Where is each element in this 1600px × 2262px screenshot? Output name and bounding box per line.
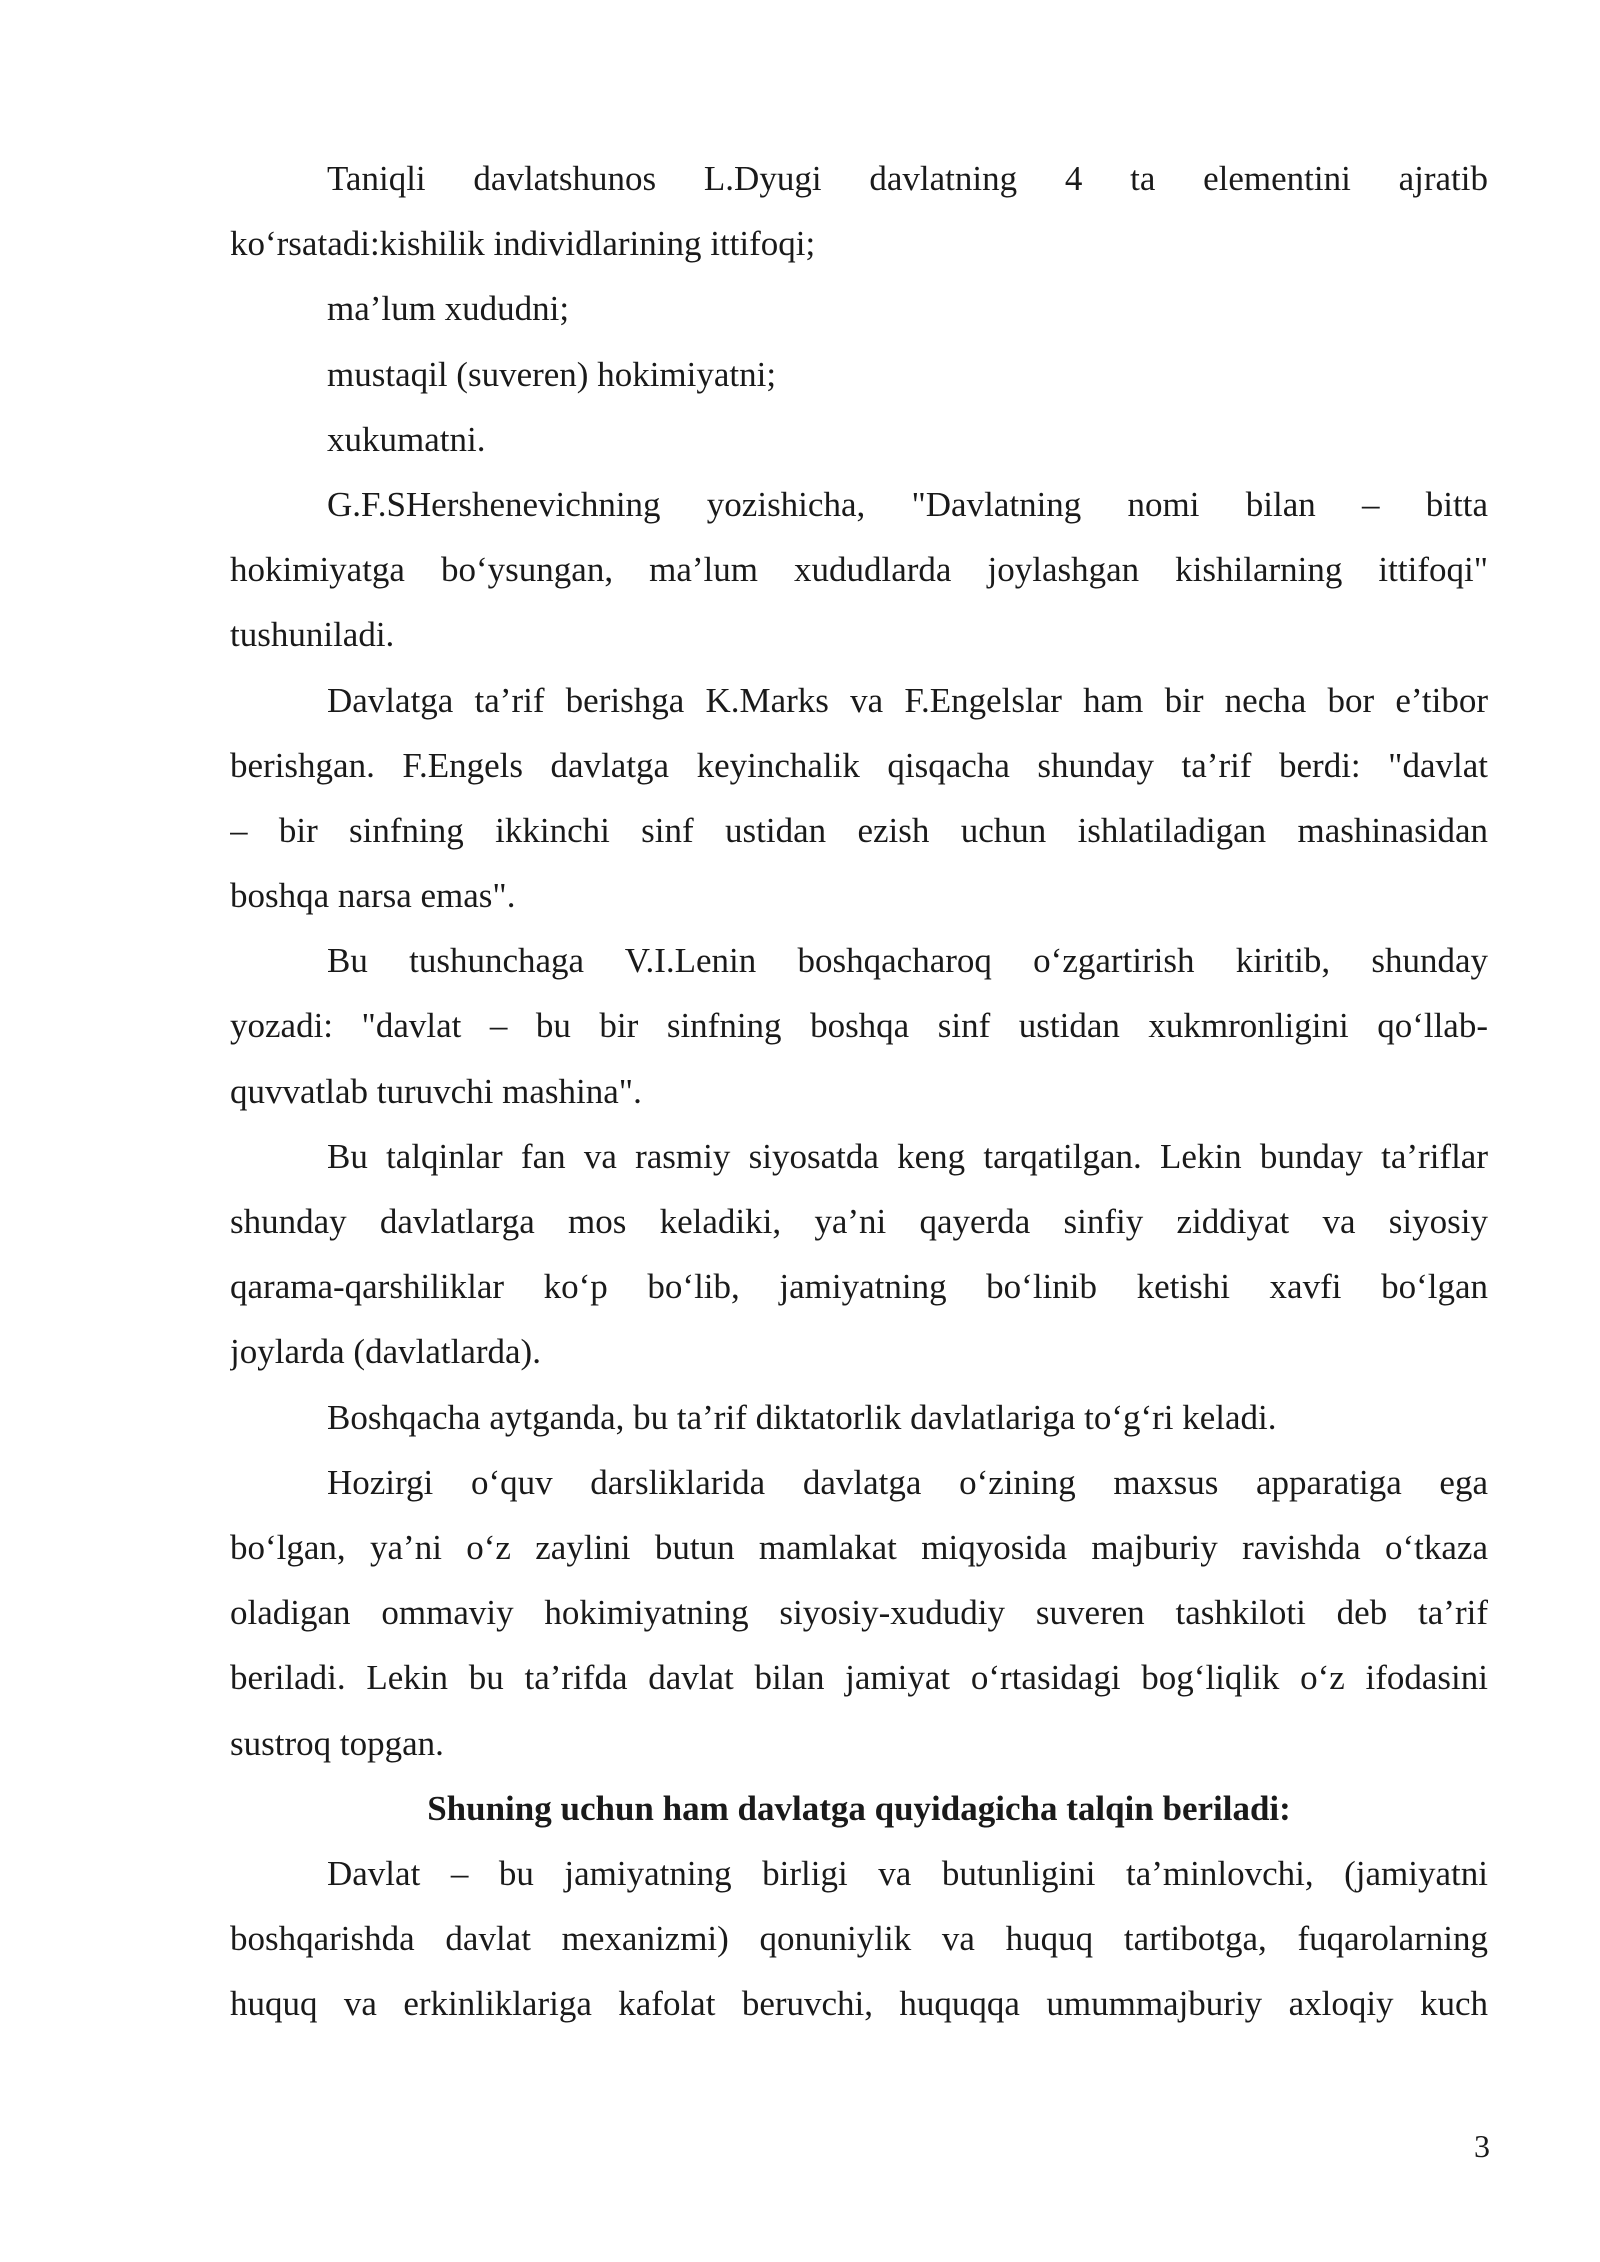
text-line: berishgan. F.Engels davlatga keyinchalik qisqacha shunday ta’rif berdi: "davlat: [230, 745, 1488, 785]
text-line: shunday davlatlarga mos keladiki, ya’ni qayerda sinfiy ziddiyat va siyosiy: [230, 1202, 1488, 1241]
text-line: hokimiyatga boʻysungan, ma’lum xududlarda joylashgan kishilarning ittifoqi": [230, 550, 1488, 590]
text-line: sustroq topgan.: [230, 1723, 444, 1763]
text-line: qarama-qarshiliklar koʻp boʻlib, jamiyatning boʻlinib ketishi xavfi boʻlgan: [230, 1267, 1488, 1307]
document-body: [230, 146, 1488, 2036]
page-number: 3: [1474, 2128, 1490, 2164]
text-line: xukumatni.: [327, 419, 486, 459]
text-line: Taniqli davlatshunos L.Dyugi davlatning 4 ta elementini ajratib: [327, 159, 1488, 198]
text-line: G.F.SHershenevichning yozishicha, "Davlatning nomi bilan – bitta: [327, 484, 1488, 524]
text-line: Shuning uchun ham davlatga quyidagicha talqin beriladi:: [427, 1788, 1291, 1828]
text-line: boshqarishda davlat mexanizmi) qonuniylik va huquq tartibotga, fuqarolarning: [230, 1919, 1488, 1959]
text-line: quvvatlab turuvchi mashina".: [230, 1071, 642, 1111]
text-line: boʻlgan, ya’ni oʻz zaylini butun mamlakat miqyosida majburiy ravishda oʻtkaza: [230, 1527, 1488, 1567]
text-line: Bu talqinlar fan va rasmiy siyosatda keng tarqatilgan. Lekin bunday ta’riflar: [327, 1136, 1488, 1176]
text-line: Boshqacha aytganda, bu ta’rif diktatorlik davlatlariga toʻgʻri keladi.: [327, 1397, 1277, 1437]
text-line: beriladi. Lekin bu ta’rifda davlat bilan jamiyat oʻrtasidagi bogʻliqlik oʻz ifodasini: [230, 1658, 1488, 1698]
text-line: Davlatga ta’rif berishga K.Marks va F.Engelslar ham bir necha bor e’tibor: [327, 680, 1488, 720]
text-line: boshqa narsa emas".: [230, 876, 516, 916]
document-page: [230, 146, 1488, 2036]
text-line: oladigan ommaviy hokimiyatning siyosiy-xududiy suveren tashkiloti deb ta’rif: [230, 1593, 1488, 1633]
text-line: tushuniladi.: [230, 615, 395, 655]
text-line: huquq va erkinliklariga kafolat beruvchi, huquqqa umummajburiy axloqiy kuch: [230, 1984, 1488, 2024]
text-line: ma’lum xududni;: [327, 289, 570, 329]
text-line: – bir sinfning ikkinchi sinf ustidan ezish uchun ishlatiladigan mashinasidan: [230, 810, 1488, 850]
text-line: yozadi: "davlat – bu bir sinfning boshqa sinf ustidan xukmronligini qoʻllab-: [230, 1006, 1488, 1046]
text-line: Bu tushunchaga V.I.Lenin boshqacharoq oʻzgartirish kiritib, shunday: [327, 941, 1488, 981]
text-line: Hozirgi oʻquv darsliklarida davlatga oʻzining maxsus apparatiga ega: [327, 1462, 1488, 1502]
text-line: Davlat – bu jamiyatning birligi va butunligini ta’minlovchi, (jamiyatni: [327, 1853, 1488, 1893]
text-line: mustaqil (suveren) hokimiyatni;: [327, 354, 777, 394]
text-line: joylarda (davlatlarda).: [230, 1332, 541, 1372]
text-line: koʻrsatadi:kishilik individlarining ittifoqi;: [230, 224, 816, 264]
